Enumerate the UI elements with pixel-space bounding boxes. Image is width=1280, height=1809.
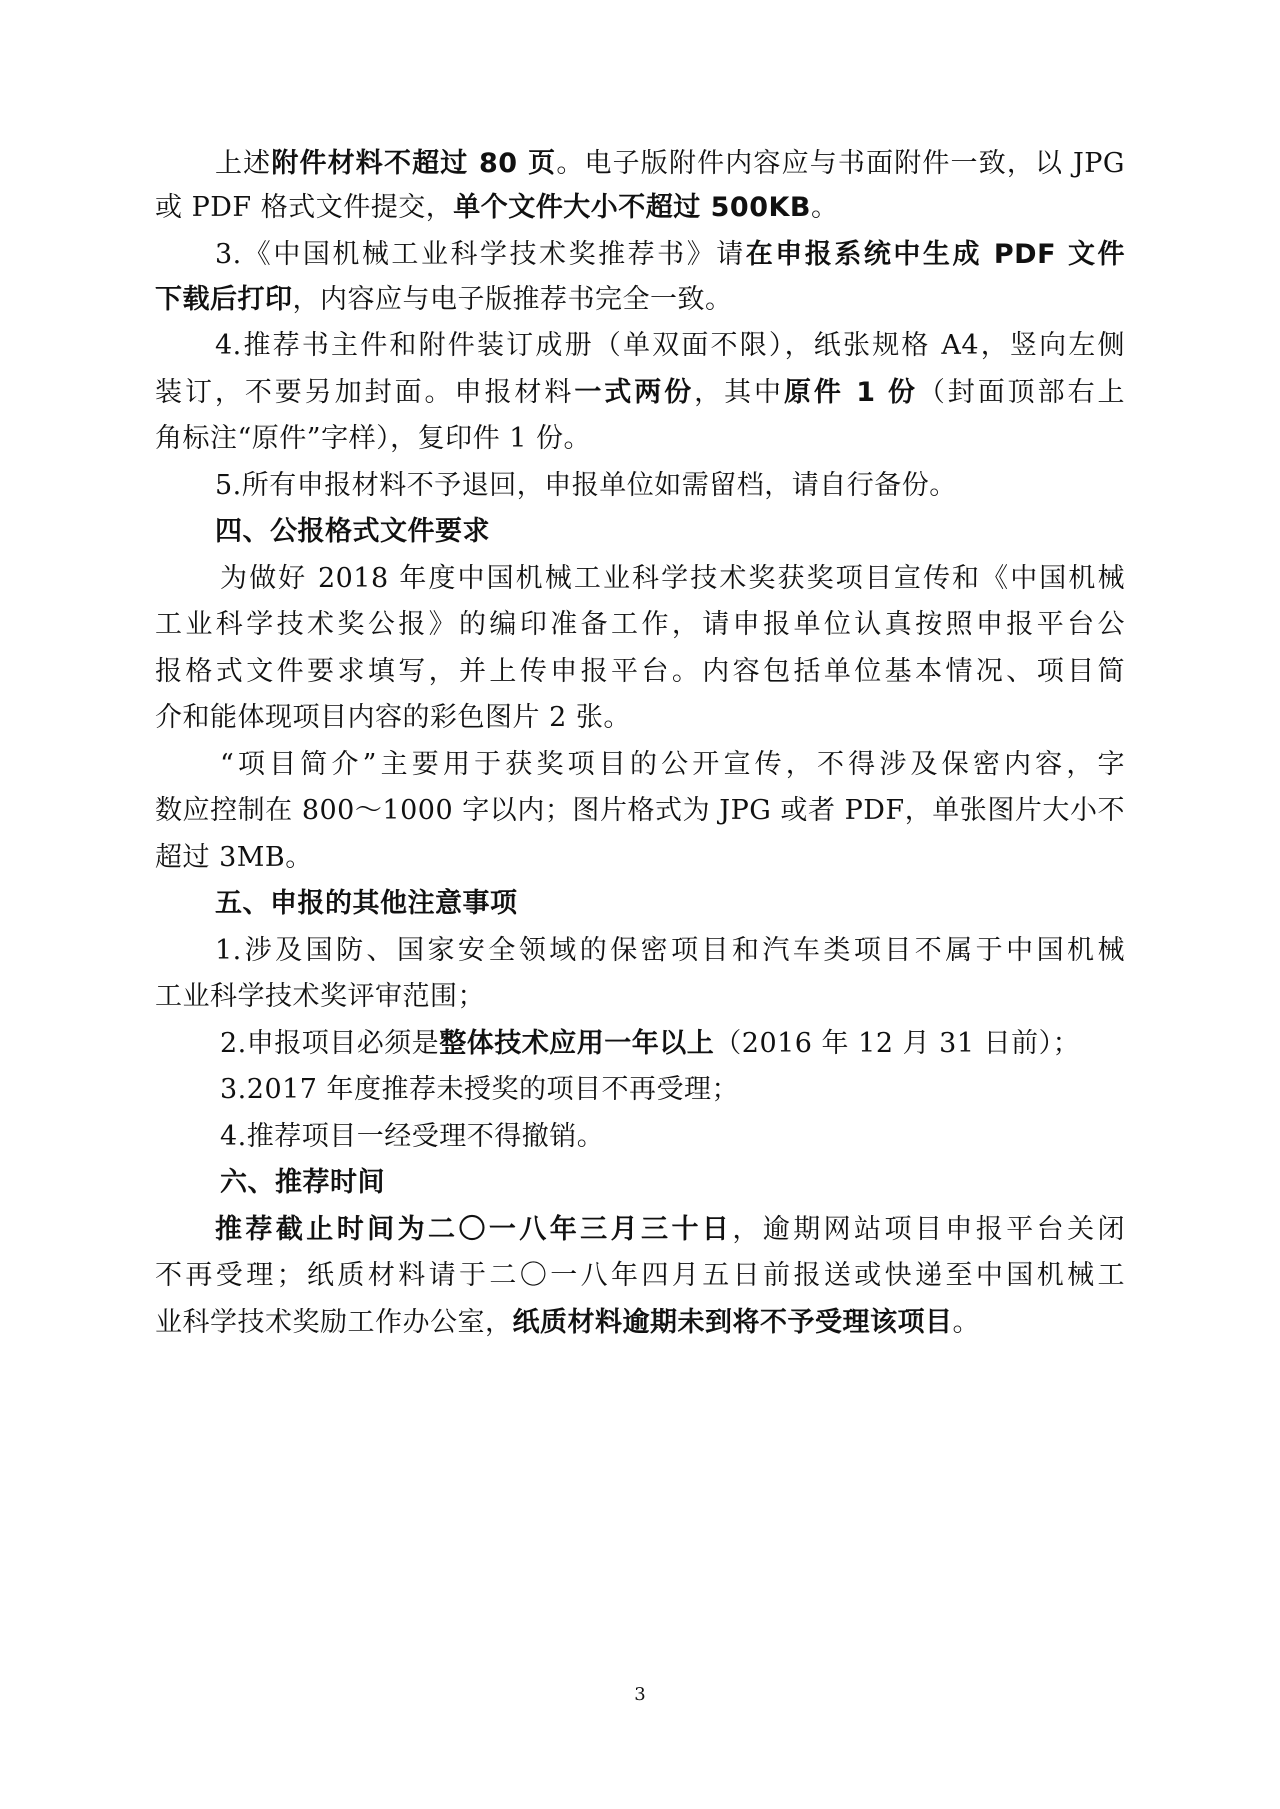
section-4-para1-line-4: 介和能体现项目内容的彩色图片 2 张。 [155, 702, 631, 733]
section-5-item3: 3.2017 年度推荐未授奖的项目不再受理； [220, 1074, 740, 1105]
section-4-para1-line-3: 报格式文件要求填写，并上传申报平台。内容包括单位基本情况、项目简 [155, 656, 1125, 687]
section-4-para2-line-2: 数应控制在 800～1000 字以内；图片格式为 JPG 或者 PDF，单张图片大小不 [155, 795, 1125, 826]
section-5-item1-line-2: 工业科学技术奖评审范围； [155, 981, 485, 1012]
bold-text-run: 纸质材料逾期未到将不予受理该项目 [512, 1307, 953, 1338]
text-run: ，内容应与电子版推荐书完全一致。 [292, 284, 733, 315]
item3-line-2 [155, 282, 1125, 318]
text-run: 。电子版附件内容应与书面附件一致，以 JPG [556, 148, 1125, 179]
section-6-line-1 [215, 1212, 1125, 1248]
section-4-para2-line-3: 超过 3MB。 [155, 842, 313, 873]
section-6-line-3 [155, 1305, 1125, 1341]
bold-text-run: 附件材料不超过 80 页 [271, 148, 557, 179]
attachments-line-2 [155, 190, 1125, 226]
section-4-para1-line-1: 为做好 2018 年度中国机械工业科学技术奖获奖项目宣传和《中国机械 [220, 563, 1125, 594]
text-run: 装订，不要另加封面。申报材料 [155, 377, 575, 408]
section-5-item1-line-1: 1.涉及国防、国家安全领域的保密项目和汽车类项目不属于中国机械 [215, 935, 1125, 966]
bold-text-run: 整体技术应用一年以上 [439, 1028, 715, 1059]
text-run: （2016 年 12 月 31 日前）； [714, 1028, 1081, 1059]
section-6-heading: 六、推荐时间 [220, 1167, 385, 1198]
item4-line-1: 4.推荐书主件和附件装订成册（单双面不限），纸张规格 A4，竖向左侧 [215, 330, 1125, 361]
bold-text-run: 一式两份 [574, 377, 695, 408]
attachments-line-1 [215, 146, 1125, 182]
item4-line-3: 角标注“原件”字样），复印件 1 份。 [155, 423, 591, 454]
item4-line-2 [155, 375, 1125, 411]
bold-text-run: 推荐截止时间为二〇一八年三月三十日 [215, 1214, 733, 1245]
text-run: 2.申报项目必须是 [220, 1028, 440, 1059]
text-run: 。 [952, 1307, 980, 1338]
text-run: 3.《中国机械工业科学技术奖推荐书》请 [215, 239, 746, 270]
text-run: 。 [810, 192, 839, 223]
section-6-line-2: 不再受理；纸质材料请于二〇一八年四月五日前报送或快递至中国机械工 [155, 1260, 1125, 1291]
item5-line-1: 5.所有申报材料不予退回，申报单位如需留档，请自行备份。 [215, 470, 957, 501]
section-5-item4: 4.推荐项目一经受理不得撤销。 [220, 1121, 605, 1152]
section-5-heading: 五、申报的其他注意事项 [215, 888, 518, 919]
section-4-para1-line-2: 工业科学技术奖公报》的编印准备工作，请申报单位认真按照申报平台公 [155, 609, 1125, 640]
text-run: （封面顶部右上 [917, 377, 1126, 408]
text-run: ，其中 [694, 377, 784, 408]
section-5-item2 [220, 1026, 1190, 1062]
section-4-heading: 四、公报格式文件要求 [215, 516, 490, 547]
text-run: 业科学技术奖励工作办公室， [155, 1307, 513, 1338]
page-number: 3 [634, 1684, 646, 1705]
text-run: 上述 [215, 148, 272, 179]
text-run: ，逾期网站项目申报平台关闭 [732, 1214, 1125, 1245]
section-4-para2-line-1: “项目简介”主要用于获奖项目的公开宣传，不得涉及保密内容，字 [220, 749, 1125, 780]
text-run: 或 PDF 格式文件提交， [155, 192, 454, 223]
bold-text-run: 下载后打印 [155, 284, 293, 315]
item3-line-1 [215, 237, 1125, 273]
bold-text-run: 单个文件大小不超过 500KB [453, 192, 811, 223]
bold-text-run: 在申报系统中生成 PDF 文件 [745, 239, 1125, 270]
bold-text-run: 原件 1 份 [783, 377, 918, 408]
